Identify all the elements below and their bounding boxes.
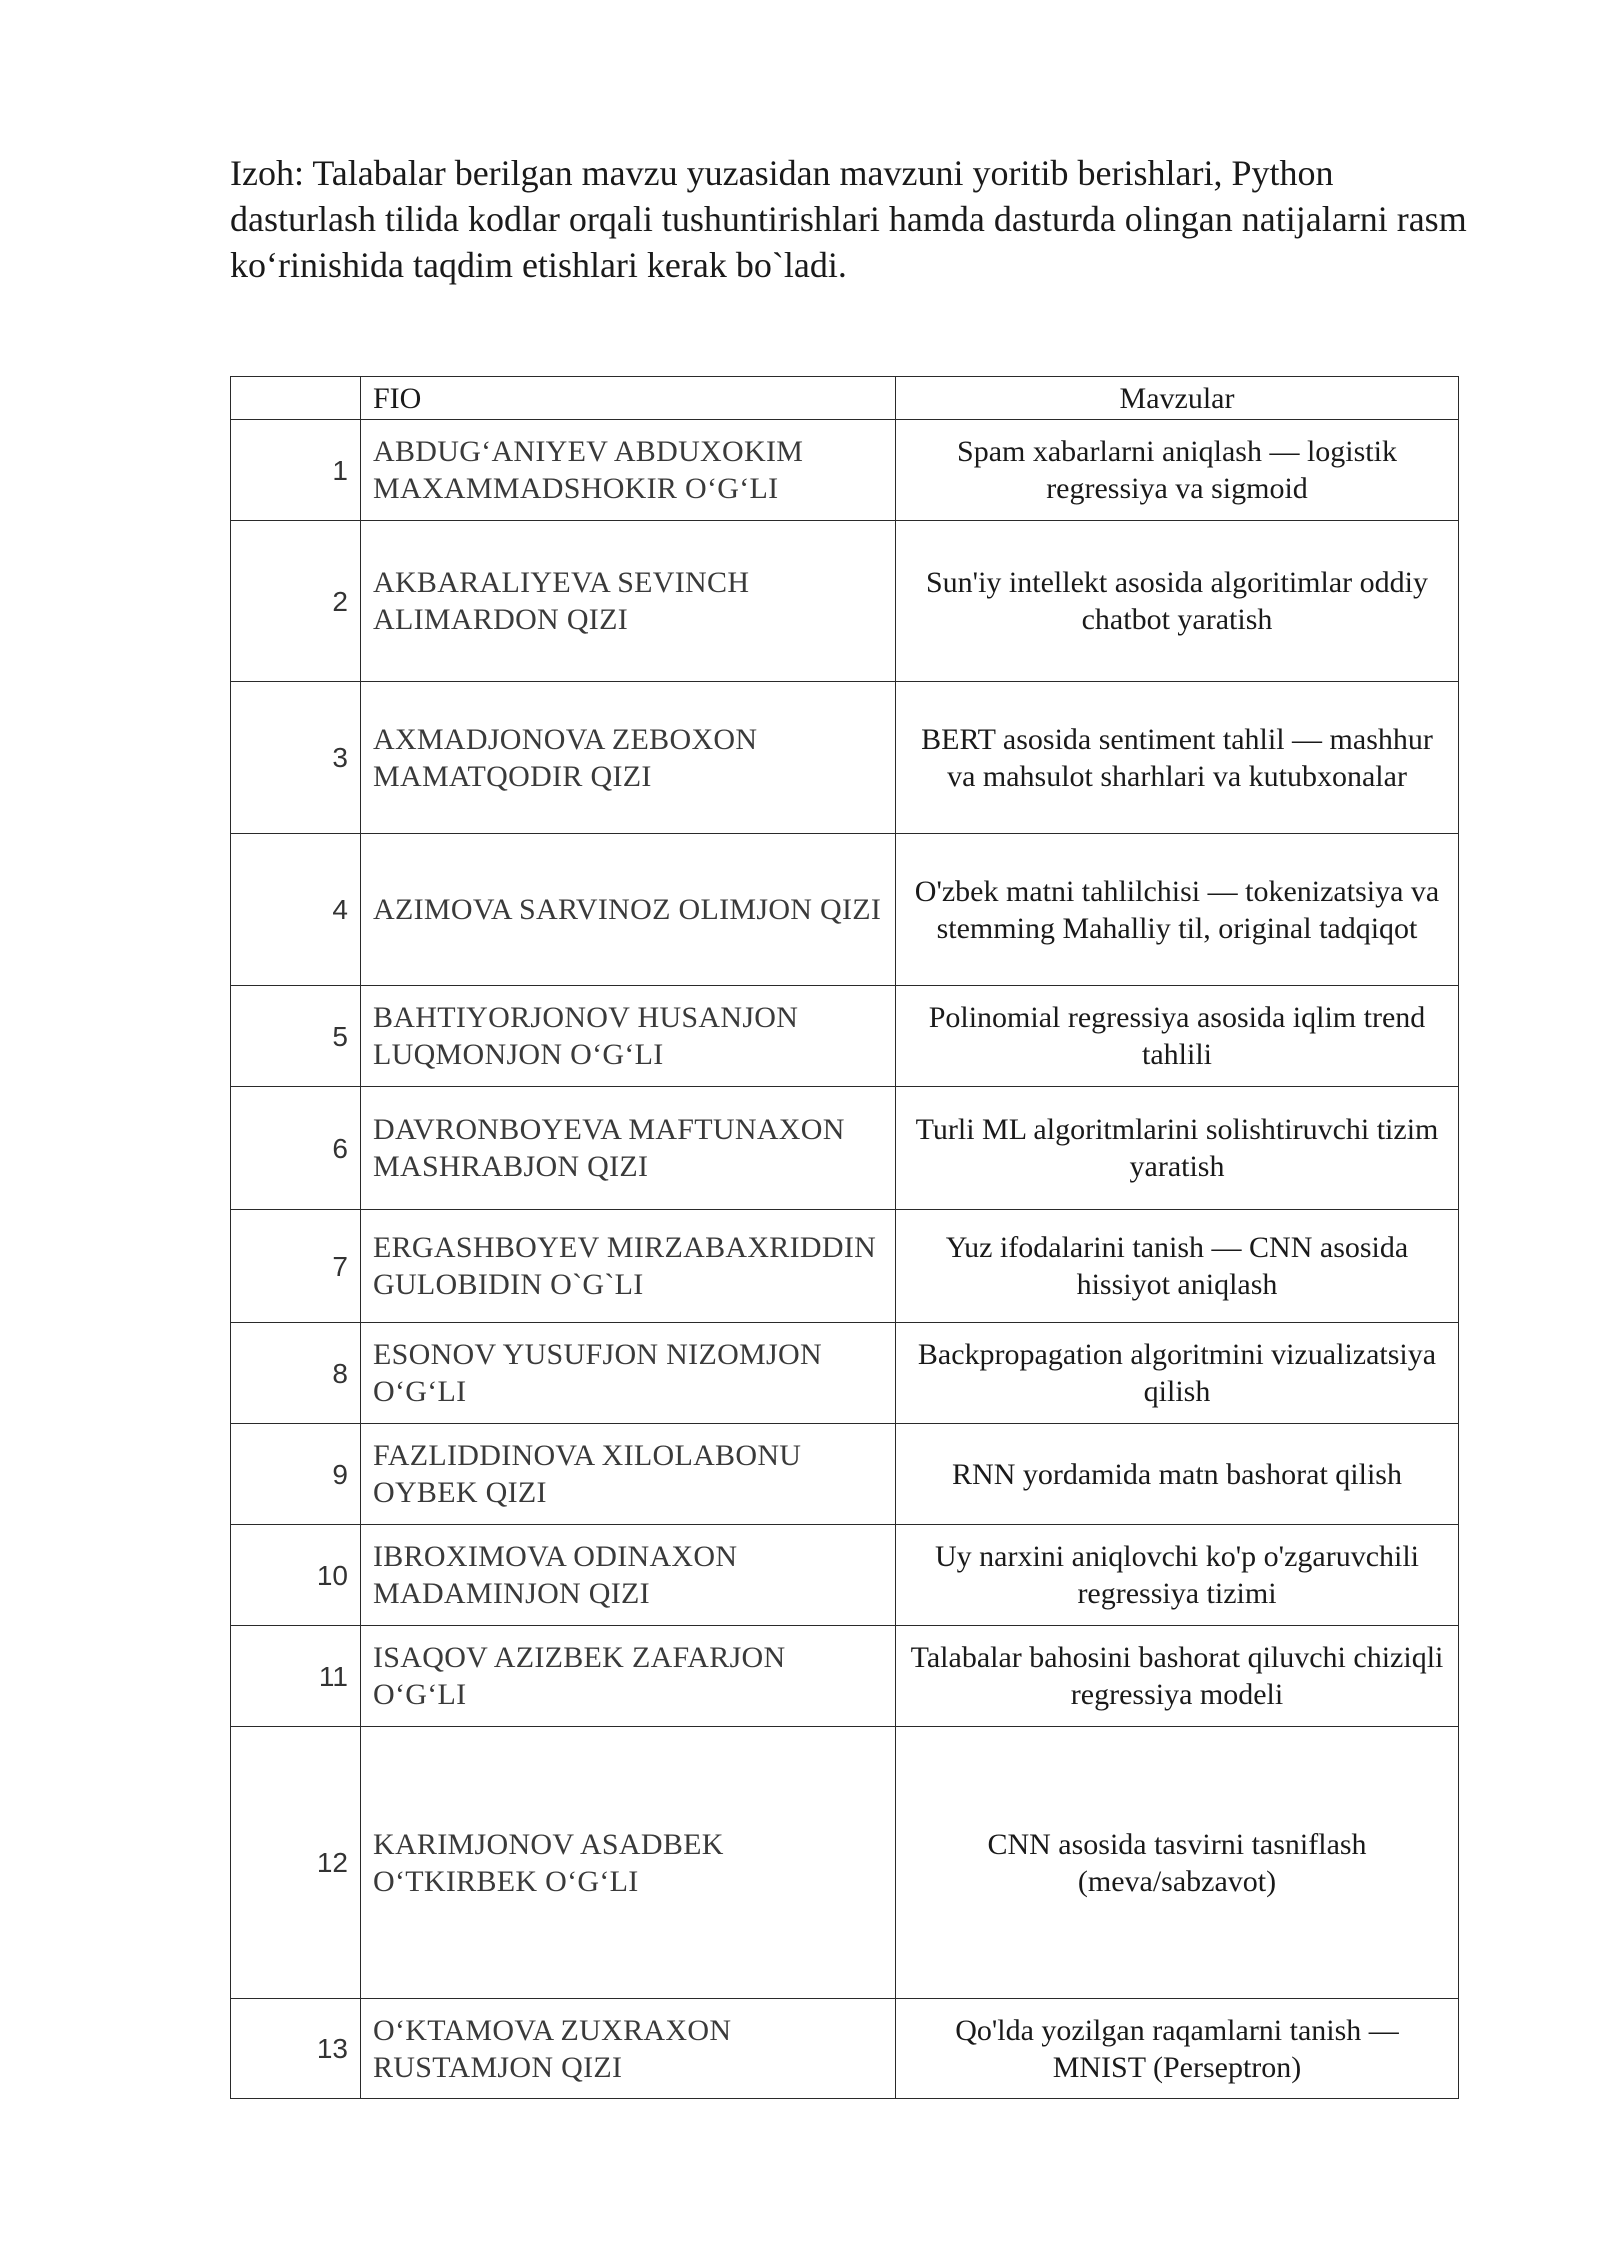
note-paragraph: Izoh: Talabalar berilgan mavzu yuzasidan mavzuni yoritib berishlari, Python dasturlash tilida kodlar orqali tushuntirishlari hamda dasturda olingan natijalarni rasm ko‘rinishida taqdim etishlari kerak bo`ladi. (230, 153, 1467, 285)
row-number: 10 (231, 1525, 361, 1626)
student-topic: RNN yordamida matn bashorat qilish (896, 1424, 1459, 1525)
row-number: 6 (231, 1087, 361, 1210)
student-name: ISAQOV AZIZBEK ZAFARJON O‘G‘LI (361, 1626, 896, 1727)
student-name: IBROXIMOVA ODINAXON MADAMINJON QIZI (361, 1525, 896, 1626)
table-row (231, 1727, 1459, 1999)
row-number: 2 (231, 521, 361, 682)
student-topic: Uy narxini aniqlovchi ko'p o'zgaruvchili regressiya tizimi (896, 1525, 1459, 1626)
student-name: FAZLIDDINOVA XILOLABONU OYBEK QIZI (361, 1424, 896, 1525)
table-row (231, 521, 1459, 682)
table-row (231, 1210, 1459, 1323)
student-name: ERGASHBOYEV MIRZABAXRIDDIN GULOBIDIN O`G`LI (361, 1210, 896, 1323)
row-number: 9 (231, 1424, 361, 1525)
student-topic: Backpropagation algoritmini vizualizatsiya qilish (896, 1323, 1459, 1424)
student-topic: Polinomial regressiya asosida iqlim trend tahlili (896, 986, 1459, 1087)
row-number: 7 (231, 1210, 361, 1323)
table-row (231, 1087, 1459, 1210)
student-name: ABDUG‘ANIYEV ABDUXOKIM MAXAMMADSHOKIR O‘G‘LI (361, 420, 896, 521)
student-name: O‘KTAMOVA ZUXRAXON RUSTAMJON QIZI (361, 1999, 896, 2099)
row-number: 8 (231, 1323, 361, 1424)
student-topic: O'zbek matni tahlilchisi — tokenizatsiya va stemming Mahalliy til, original tadqiqot (896, 834, 1459, 986)
table-row (231, 1525, 1459, 1626)
table-row (231, 420, 1459, 521)
table-header-row (231, 377, 1459, 420)
student-topic: CNN asosida tasvirni tasniflash (meva/sabzavot) (896, 1727, 1459, 1999)
student-name: DAVRONBOYEVA MAFTUNAXON MASHRABJON QIZI (361, 1087, 896, 1210)
row-number: 1 (231, 420, 361, 521)
students-topics-table (230, 376, 1459, 2099)
row-number: 13 (231, 1999, 361, 2099)
table-row (231, 1323, 1459, 1424)
row-number: 5 (231, 986, 361, 1087)
student-name: ESONOV YUSUFJON NIZOMJON O‘G‘LI (361, 1323, 896, 1424)
header-number (231, 377, 361, 420)
row-number: 12 (231, 1727, 361, 1999)
student-name: KARIMJONOV ASADBEK O‘TKIRBEK O‘G‘LI (361, 1727, 896, 1999)
header-topic: Mavzular (896, 377, 1459, 420)
table-row (231, 834, 1459, 986)
student-topic: Spam xabarlarni aniqlash — logistik regressiya va sigmoid (896, 420, 1459, 521)
student-name: AKBARALIYEVA SEVINCH ALIMARDON QIZI (361, 521, 896, 682)
student-topic: Sun'iy intellekt asosida algoritimlar oddiy chatbot yaratish (896, 521, 1459, 682)
student-topic: Turli ML algoritmlarini solishtiruvchi tizim yaratish (896, 1087, 1459, 1210)
student-topic: Yuz ifodalarini tanish — CNN asosida hissiyot aniqlash (896, 1210, 1459, 1323)
table-row (231, 986, 1459, 1087)
student-name: AXMADJONOVA ZEBOXON MAMATQODIR QIZI (361, 682, 896, 834)
student-name: BAHTIYORJONOV HUSANJON LUQMONJON O‘G‘LI (361, 986, 896, 1087)
row-number: 4 (231, 834, 361, 986)
table-row (231, 1424, 1459, 1525)
student-topic: BERT asosida sentiment tahlil — mashhur va mahsulot sharhlari va kutubxonalar (896, 682, 1459, 834)
header-fio: FIO (361, 377, 896, 420)
student-topic: Talabalar bahosini bashorat qiluvchi chiziqli regressiya modeli (896, 1626, 1459, 1727)
row-number: 11 (231, 1626, 361, 1727)
student-topic: Qo'lda yozilgan raqamlarni tanish — MNIST (Perseptron) (896, 1999, 1459, 2099)
table-row (231, 1626, 1459, 1727)
table-row (231, 682, 1459, 834)
row-number: 3 (231, 682, 361, 834)
table-row (231, 1999, 1459, 2099)
student-name: AZIMOVA SARVINOZ OLIMJON QIZI (361, 834, 896, 986)
